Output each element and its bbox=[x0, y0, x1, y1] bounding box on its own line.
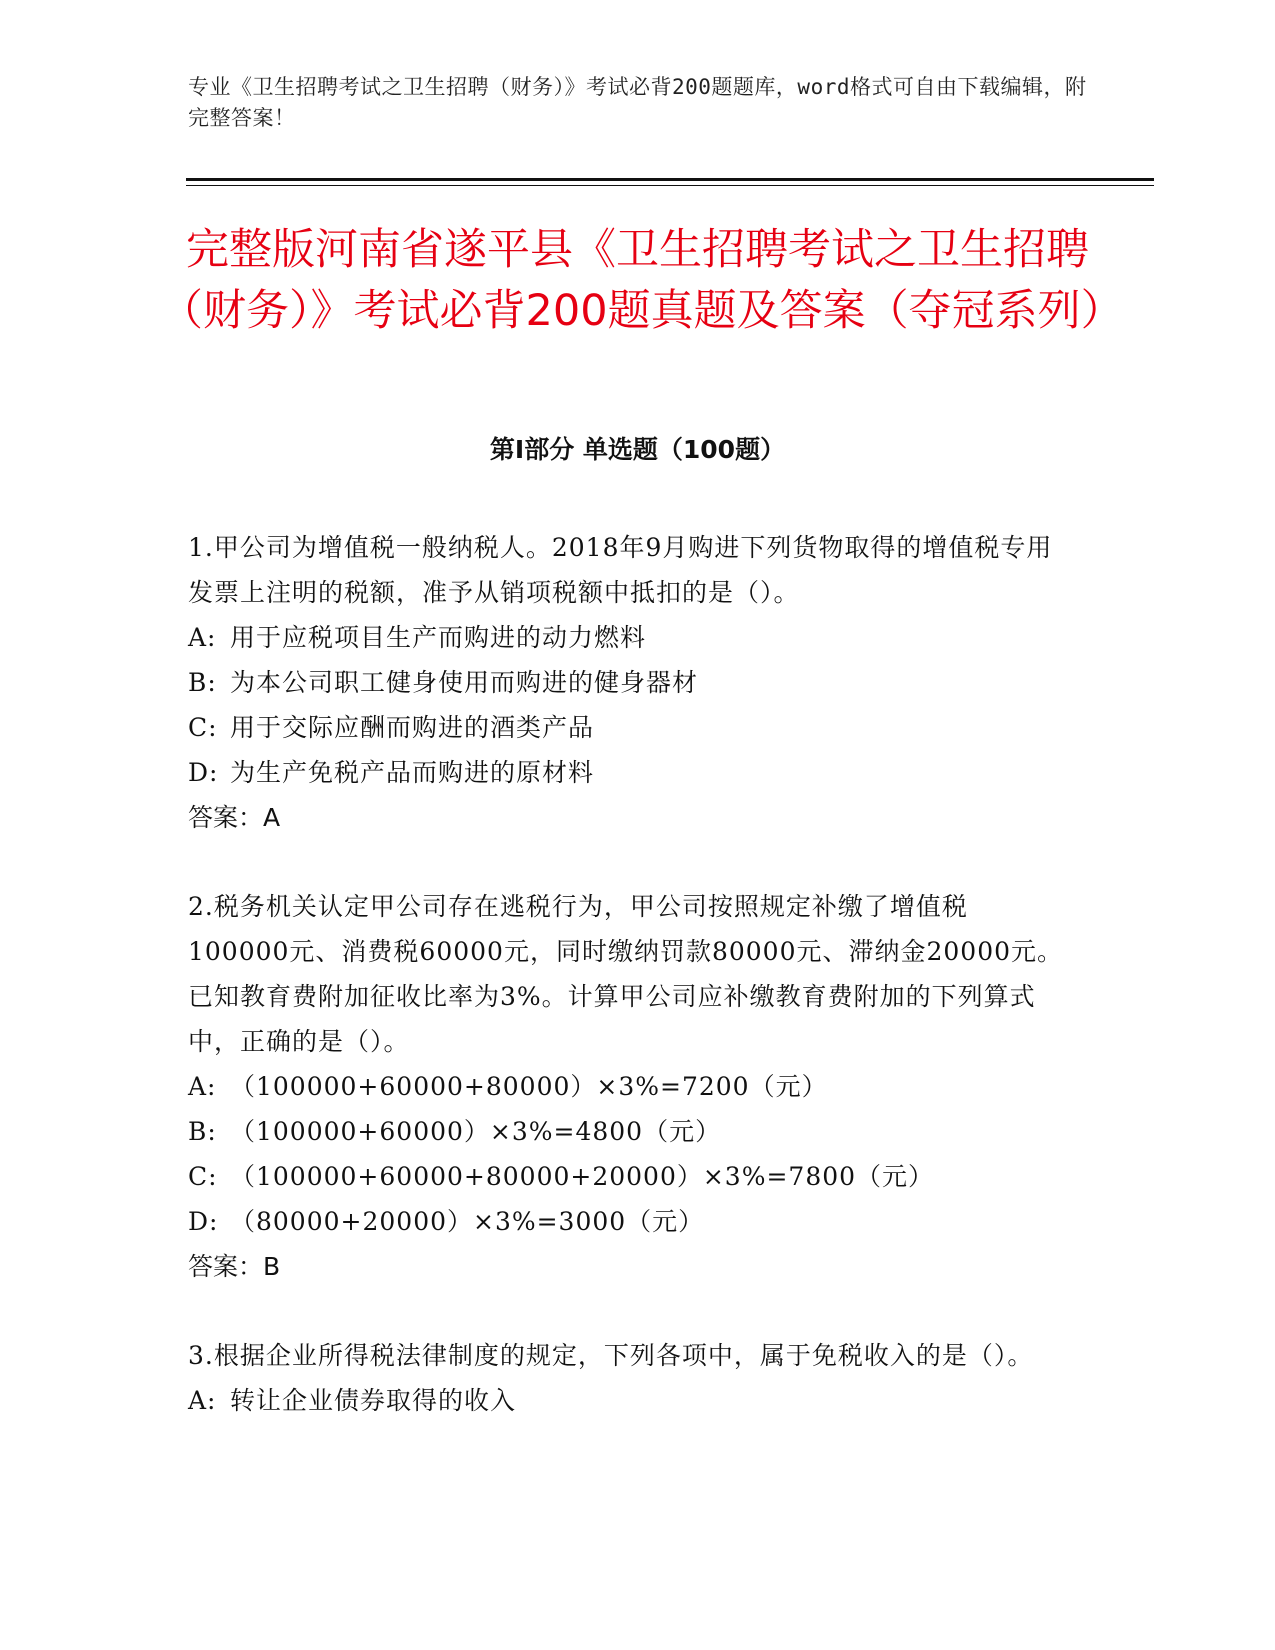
option-text: （100000+60000）×3%=4800（元） bbox=[230, 1117, 722, 1146]
option-letter: B: bbox=[188, 1117, 217, 1146]
option-text: （80000+20000）×3%=3000（元） bbox=[230, 1207, 705, 1236]
option-letter: C: bbox=[188, 1162, 218, 1191]
option-text: 用于交际应酬而购进的酒类产品 bbox=[230, 713, 595, 742]
option-d bbox=[188, 750, 1068, 795]
option-text: 转让企业债券取得的收入 bbox=[230, 1386, 517, 1415]
question-3 bbox=[188, 1333, 1068, 1423]
option-d bbox=[188, 1199, 1068, 1244]
header-note: 专业《卫生招聘考试之卫生招聘（财务）》考试必背200题题库，word格式可自由下载编辑，附完整答案！ bbox=[188, 75, 1087, 130]
answer-line: 答案：A bbox=[188, 803, 281, 832]
option-c bbox=[188, 1154, 1068, 1199]
option-letter: D: bbox=[188, 1207, 219, 1236]
question-stem: 3.根据企业所得税法律制度的规定，下列各项中，属于免税收入的是（）。 bbox=[188, 1341, 1034, 1370]
question-list bbox=[188, 525, 1068, 1467]
option-b bbox=[188, 660, 1068, 705]
option-letter: A: bbox=[188, 1072, 217, 1101]
option-letter: A: bbox=[188, 1386, 217, 1415]
header-divider-thin bbox=[186, 185, 1154, 186]
header-divider-thick bbox=[186, 178, 1154, 181]
question-stem: 2.税务机关认定甲公司存在逃税行为，甲公司按照规定补缴了增值税100000元、消费税60000元，同时缴纳罚款80000元、滞纳金20000元。已知教育费附加征收比率为3%。计算甲公司应补缴教育费附加的下列算式中，正确的是（）。 bbox=[188, 892, 1064, 1056]
option-a bbox=[188, 1378, 1068, 1423]
question-stem: 1.甲公司为增值税一般纳税人。2018年9月购进下列货物取得的增值税专用发票上注明的税额，准予从销项税额中抵扣的是（）。 bbox=[188, 533, 1053, 607]
option-letter: C: bbox=[188, 713, 218, 742]
question-2 bbox=[188, 884, 1068, 1289]
option-text: 用于应税项目生产而购进的动力燃料 bbox=[230, 623, 647, 652]
option-b bbox=[188, 1109, 1068, 1154]
option-text: 为本公司职工健身使用而购进的健身器材 bbox=[230, 668, 699, 697]
option-c bbox=[188, 705, 1068, 750]
option-a bbox=[188, 615, 1068, 660]
option-letter: B: bbox=[188, 668, 217, 697]
option-a bbox=[188, 1064, 1068, 1109]
option-letter: A: bbox=[188, 623, 217, 652]
option-text: （100000+60000+80000）×3%=7200（元） bbox=[230, 1072, 828, 1101]
option-letter: D: bbox=[188, 758, 219, 787]
answer-line: 答案：B bbox=[188, 1252, 281, 1281]
option-text: 为生产免税产品而购进的原材料 bbox=[230, 758, 595, 787]
question-1 bbox=[188, 525, 1068, 840]
document-title: 完整版河南省遂平县《卫生招聘考试之卫生招聘（财务）》考试必背200题真题及答案（夺冠系列） bbox=[160, 225, 1124, 336]
option-text: （100000+60000+80000+20000）×3%=7800（元） bbox=[230, 1162, 935, 1191]
section-heading: 第Ⅰ部分 单选题（100题） bbox=[489, 435, 786, 464]
